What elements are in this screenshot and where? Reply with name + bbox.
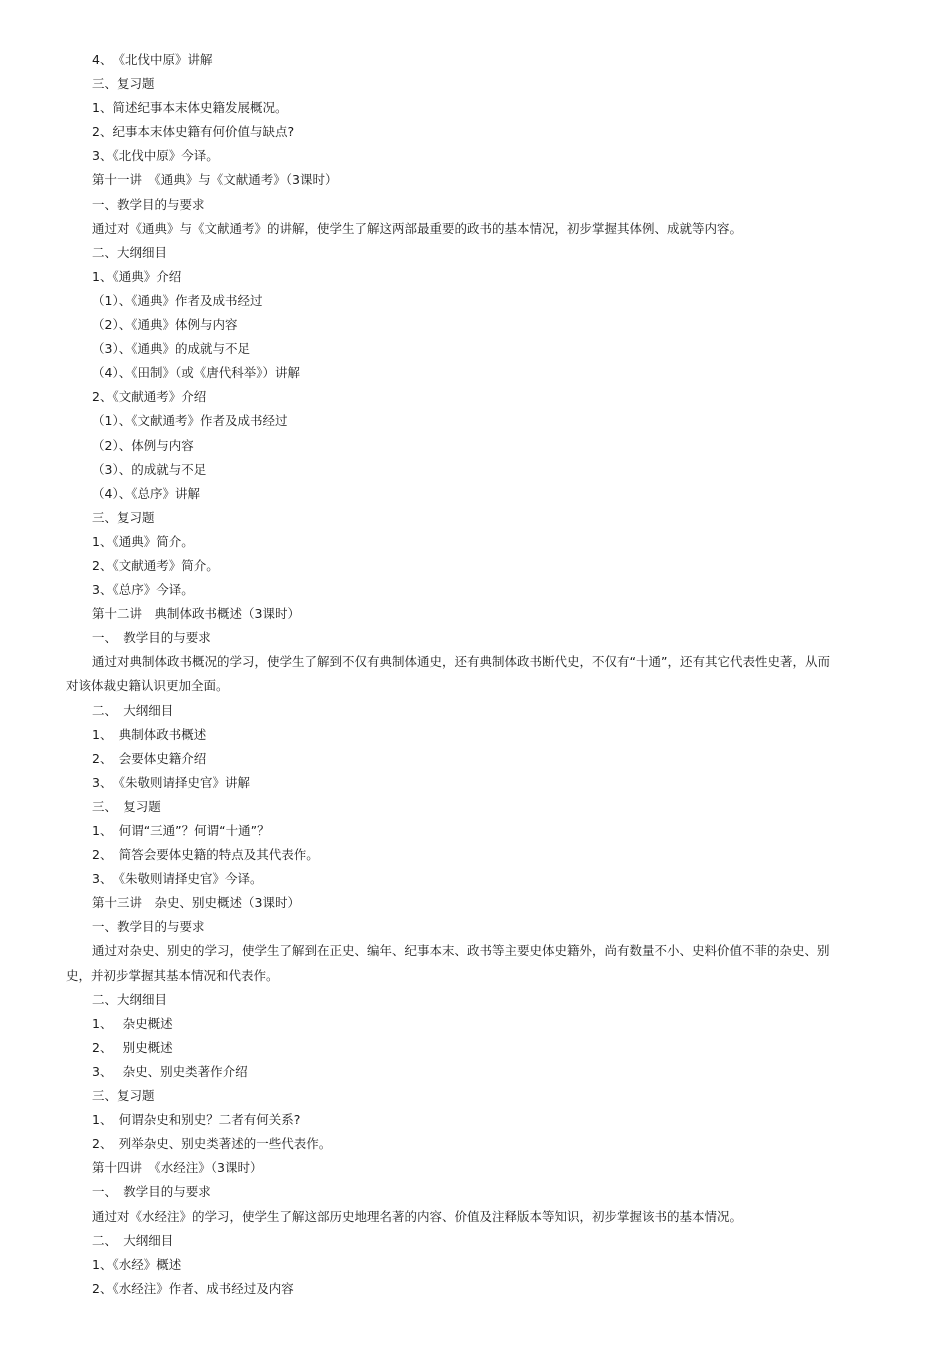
text-line: 1、《通典》介绍 [92, 268, 182, 284]
text-line: 一、教学目的与要求 [92, 196, 205, 212]
text-line: 1、《通典》简介。 [92, 533, 194, 549]
text-line: 第十一讲 《通典》与《文献通考》（3课时） [92, 172, 338, 188]
text-line: 通过对《水经注》的学习，使学生了解这部历史地理名著的内容、价值及注释版本等知识，初步掌握该书的基本情况。 [92, 1208, 743, 1224]
text-line: 3、 杂史、别史类著作介绍 [92, 1063, 248, 1079]
text-line: 第十四讲 《水经注》（3课时） [92, 1160, 263, 1176]
text-line: 史，并初步掌握其基本情况和代表作。 [66, 967, 279, 983]
text-line: 3、 《朱敬则请择史官》讲解 [92, 774, 250, 790]
text-line: 2、 简答会要体史籍的特点及其代表作。 [92, 847, 319, 863]
text-line: 一、 教学目的与要求 [92, 1184, 211, 1200]
text-line: 三、复习题 [92, 1088, 155, 1104]
text-line: 2、 列举杂史、别史类著述的一些代表作。 [92, 1136, 332, 1152]
text-line: 2、纪事本末体史籍有何价值与缺点? [92, 124, 295, 140]
text-line: 三、 复习题 [92, 798, 161, 814]
text-line: 2、《文献通考》简介。 [92, 557, 219, 573]
text-line: 三、复习题 [92, 76, 155, 92]
text-line: （1）、《文献通考》作者及成书经过 [92, 413, 288, 429]
text-line: 第十二讲 典制体政书概述（3课时） [92, 606, 300, 622]
text-line: 二、大纲细目 [92, 991, 168, 1007]
text-line: 1、《水经》概述 [92, 1256, 182, 1272]
text-line: 3、 《朱敬则请择史官》今译。 [92, 871, 263, 887]
text-line: 1、 何谓杂史和别史？二者有何关系? [92, 1112, 301, 1128]
text-line: 1、简述纪事本末体史籍发展概况。 [92, 100, 288, 116]
text-line: 通过对《通典》与《文献通考》的讲解，使学生了解这两部最重要的政书的基本情况，初步掌握其体例、成就等内容。 [92, 220, 743, 236]
text-line: （3）、《通典》的成就与不足 [92, 341, 250, 357]
text-line: （2）、《通典》体例与内容 [92, 317, 238, 333]
text-line: 二、 大纲细目 [92, 702, 174, 718]
text-line: 3、《北伐中原》今译。 [92, 148, 219, 164]
text-line: （2）、体例与内容 [92, 437, 194, 453]
text-line: 2、《水经注》作者、成书经过及内容 [92, 1280, 294, 1296]
text-line: 通过对典制体政书概况的学习，使学生了解到不仅有典制体通史，还有典制体政书断代史，不仅有“十通”，还有其它代表性史著，从而 [92, 654, 830, 670]
text-line: （3）、的成就与不足 [92, 461, 207, 477]
text-line: 三、复习题 [92, 509, 155, 525]
text-line: 3、《总序》今译。 [92, 582, 194, 598]
text-line: 2、 会要体史籍介绍 [92, 750, 207, 766]
text-line: 1、 典制体政书概述 [92, 726, 207, 742]
text-line: 第十三讲 杂史、别史概述（3课时） [92, 895, 300, 911]
text-line: 2、 别史概述 [92, 1039, 173, 1055]
text-line: 1、 杂史概述 [92, 1015, 173, 1031]
text-line: 2、《文献通考》介绍 [92, 389, 207, 405]
text-line: 1、 何谓“三通”？何谓“十通”？ [92, 823, 270, 838]
text-line: 4、 《北伐中原》讲解 [92, 52, 213, 67]
text-line: 二、大纲细目 [92, 244, 168, 260]
text-line: 一、 教学目的与要求 [92, 630, 211, 646]
text-line: （4）、《总序》讲解 [92, 485, 200, 501]
text-line: （4）、《田制》（或《唐代科举》）讲解 [92, 365, 300, 381]
text-line: （1）、《通典》作者及成书经过 [92, 292, 263, 308]
text-line: 对该体裁史籍认识更加全面。 [66, 678, 229, 694]
text-line: 通过对杂史、别史的学习，使学生了解到在正史、编年、纪事本末、政书等主要史体史籍外，尚有数量不小、史料价值不菲的杂史、别 [92, 943, 830, 959]
text-line: 二、 大纲细目 [92, 1232, 174, 1248]
text-line: 一、教学目的与要求 [92, 919, 205, 935]
